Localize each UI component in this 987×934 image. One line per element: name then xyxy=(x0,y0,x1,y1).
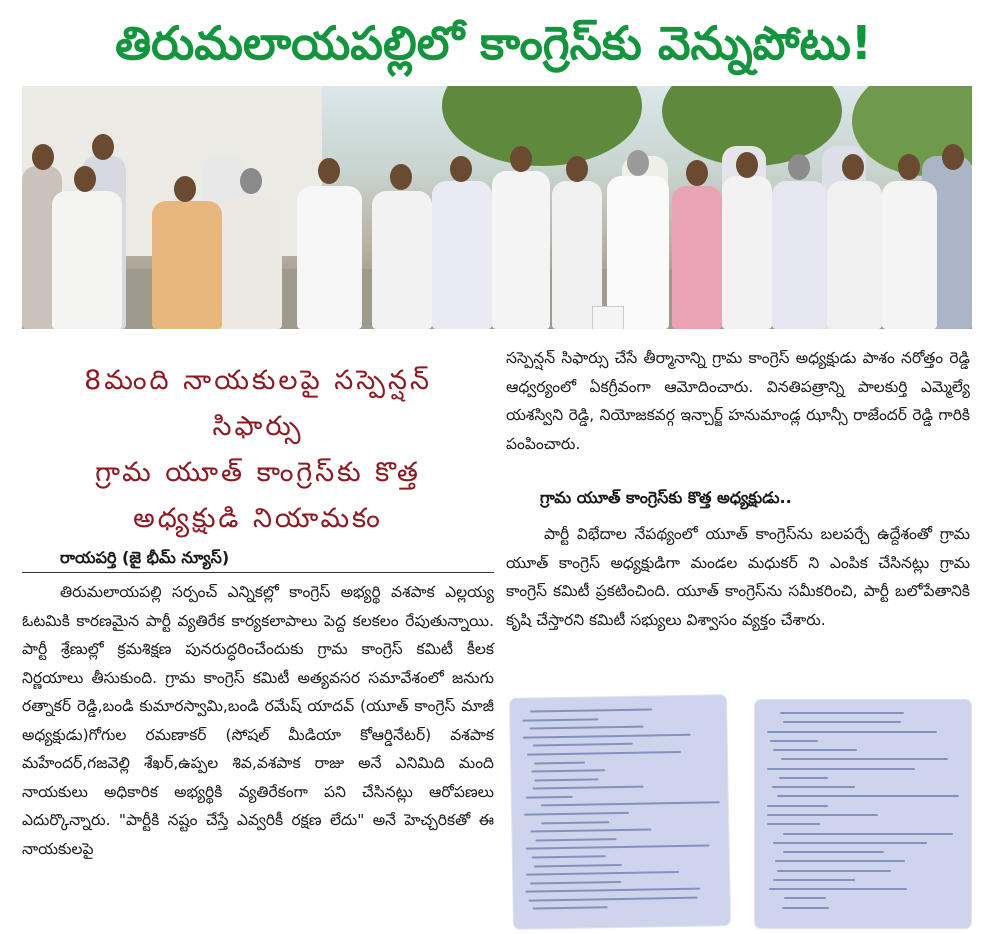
handwriting-line xyxy=(773,879,855,881)
handwriting-line xyxy=(535,778,598,781)
handwriting-line xyxy=(530,708,652,712)
subheading xyxy=(22,358,494,542)
handwriting-line xyxy=(770,740,818,742)
handwriting-line xyxy=(529,726,643,730)
article-paragraph: తిరుమలాయపల్లి సర్పంచ్ ఎన్నికల్లో కాంగ్రెస్ అభ్యర్థి వశపాక ఎల్లయ్య ఓటమికి కారణమైన పార్టీ వ్యతిరేక కార్యకలాపాలు పెద్ద కలకలం రేపుతున్నాయి. పార్టీ శ్రేణుల్లో క్రమశిక్షణ పునరుద్ధరించేందుకు గ్రామ కాంగ్రెస్ కమిటీ కీలక నిర్ణయాలు తీసుకుంది. గ్రామ కాంగ్రెస్ కమిటీ అత్యవసర సమావేశంలో జనుగు రత్నాకర్ రెడ్డి,బండి కుమారస్వామి,బండి రమేష్ యాదవ్ (యూత్ కాంగ్రెస్ మాజీ అధ్యక్షుడు)గోగుల రమణాకర్ (సోషల్ మీడియా కోఆర్డినేటర్) వశపాక మహేందర్,గజవెల్లి శేఖర్,ఉప్పల శివ,వశపాక రాజు అనే ఎనిమిది మంది నాయకులు అధికారిక అభ్యర్థికి వ్యతిరేకంగా పని చేసినట్లు ఆరోపణలు ఎదుర్కొన్నారు. "పార్టీకి నష్టం చేస్తే ఎవ్వరికీ రక్షణ లేదు" అనే హెచ్చరికతో ఈ నాయకులపై xyxy=(22,583,494,858)
handwriting-line xyxy=(775,860,905,862)
handwriting-line xyxy=(772,786,855,788)
subheading-line-3: గ్రామ యూత్ కాంగ్రెస్‌కు కొత్త xyxy=(95,457,421,488)
dateline: రాయపర్తి (జై భీమ్ న్యూస్) xyxy=(60,548,230,567)
handwriting-line xyxy=(526,871,679,876)
handwriting-line xyxy=(783,721,901,723)
handwriting-line xyxy=(783,851,884,853)
divider xyxy=(22,572,494,573)
handwriting-line xyxy=(541,821,609,824)
handwriting-line xyxy=(534,863,622,867)
headline: తిరుమలాయపల్లిలో కాంగ్రెస్‌కు వెన్నుపోటు! xyxy=(115,16,872,70)
article-body-right-2 xyxy=(506,520,970,634)
handwriting-line xyxy=(524,812,629,816)
handwriting-line xyxy=(767,823,820,825)
handwriting-line xyxy=(781,758,949,760)
handwriting-line xyxy=(780,712,904,714)
handwriting-line xyxy=(533,907,607,910)
handwriting-line xyxy=(536,838,617,841)
handwriting-line xyxy=(530,881,621,885)
handwriting-line xyxy=(541,802,720,807)
handwriting-line xyxy=(769,888,907,890)
handwriting-line xyxy=(527,751,681,756)
handwriting-line xyxy=(532,855,606,858)
handwriting-line xyxy=(534,761,585,764)
subheading-line-2: సిఫార్సు xyxy=(212,411,304,442)
handwriting-line xyxy=(773,749,857,751)
article-body-left xyxy=(22,578,494,863)
handwriting-line xyxy=(767,805,828,807)
handwriting-line xyxy=(533,786,644,790)
subheading-line-1: 8మంది నాయకులపై సస్పెన్షన్ xyxy=(84,365,432,396)
handwriting-line xyxy=(522,734,690,739)
article-paragraph: సస్పెన్షన్ సిఫార్సు చేసే తీర్మానాన్ని గ్రామ కాంగ్రెస్ అధ్యక్షుడు పాశం నరోత్తం రెడ్డి ఆధ్వర్యంలో ఏకగ్రీవంగా ఆమోదించారు. వినతిపత్రాన్ని పాలకుర్తి ఎమ్మెల్యే యశస్విని రెడ్డి, నియోజకవర్గ ఇన్చార్జ్ హనుమాండ్ల ఝాన్సీ రాజేందర్ రెడ్డి గారికి పంపించారు. xyxy=(506,349,970,453)
handwriting-line xyxy=(531,829,651,833)
handwriting-line xyxy=(777,870,892,872)
handwriting-line xyxy=(533,743,633,747)
handwriting-line xyxy=(526,845,710,850)
handwriting-line xyxy=(777,795,959,797)
handwriting-line xyxy=(779,777,828,779)
handwriting-line xyxy=(773,842,927,844)
handwritten-signature-list-image xyxy=(755,700,971,928)
handwriting-line xyxy=(767,768,915,770)
handwriting-line xyxy=(784,897,825,899)
handwriting-line xyxy=(767,731,936,733)
article-paragraph: పార్టీ విభేదాల నేపథ్యంలో యూత్ కాంగ్రెస్‌ను బలపర్చే ఉద్దేశంతో గ్రామ యూత్ కాంగ్రెస్ అధ్యక్షుడిగా మండల మధుకర్ ని ఎంపిక చేసినట్లు గ్రామ కాంగ్రెస్ కమిటీ ప్రకటించింది. యూత్ కాంగ్రెస్‌ను సమీకరించి, పార్టీ బలోపేతానికి కృషి చేస్తారని కమిటీ సభ్యులు విశ్వాసం వ్యక్తం చేశారు. xyxy=(506,525,970,629)
handwriting-line xyxy=(523,718,599,721)
handwriting-line xyxy=(531,769,605,772)
subheading-line-4: అధ్యక్షుడి నియామకం xyxy=(133,503,383,534)
handwriting-line xyxy=(528,896,697,901)
handwriting-line xyxy=(525,888,700,893)
article-body-right xyxy=(506,344,970,458)
handwriting-line xyxy=(525,796,572,799)
group-photo xyxy=(22,86,972,329)
handwriting-line xyxy=(783,833,952,835)
handwriting-line xyxy=(782,907,828,909)
handwriting-line xyxy=(767,814,878,816)
handwritten-letter-image xyxy=(510,695,730,929)
section-subheading: గ్రామ యూత్ కాంగ్రెస్‌కు కొత్త అధ్యక్షుడు.. xyxy=(540,488,792,507)
